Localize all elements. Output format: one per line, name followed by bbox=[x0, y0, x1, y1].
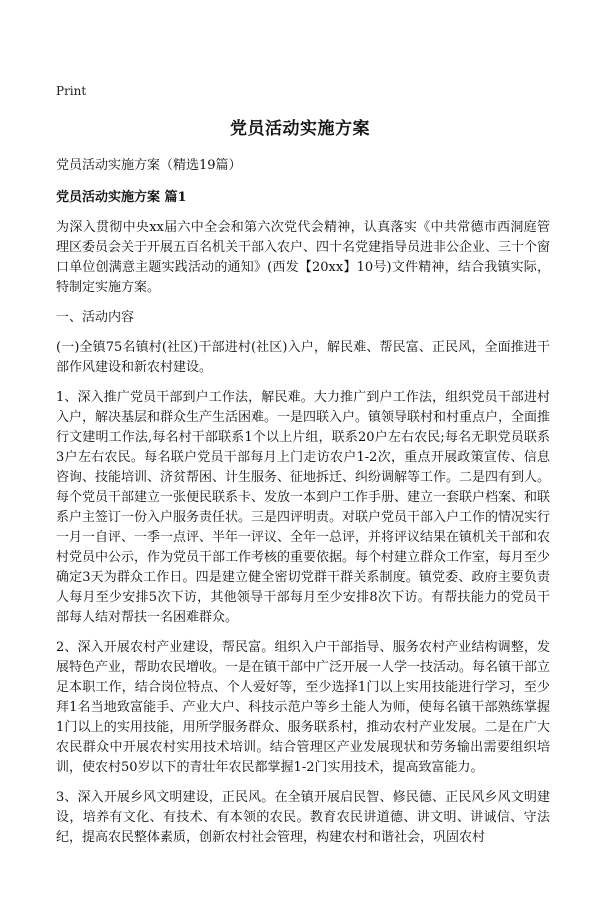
print-link[interactable]: Print bbox=[56, 84, 87, 98]
document-subtitle: 党员活动实施方案（精选19篇） bbox=[56, 158, 242, 173]
paragraph-intro: 为深入贯彻中央xx届六中全会和第六次党代会精神，认真落实《中共常德市西洞庭管理区委员会关于开展五百名机关干部入农户、四十名党建指导员进非公企业、三十个窗口单位创满意主题实践活动的通知》(西发【20xx】10号)文件精神，结合我镇实际，特制定实施方案。 bbox=[56, 220, 551, 295]
paragraph-item-1-3: 3、深入开展乡风文明建设，正民风。在全镇开展启民智、修民德、正民风乡风文明建设，培养有文化、有技术、有本领的农民。教育农民讲道德、讲文明、讲诚信、守法纪，提高农民整体素质，创新农村社会管理，构建农村和谐社会，巩固农村 bbox=[56, 790, 550, 845]
document-title: 党员活动实施方案 bbox=[230, 119, 370, 139]
section-heading: 党员活动实施方案 篇1 bbox=[56, 190, 187, 205]
paragraph-item-1: (一)全镇75名镇村(社区)干部进村(社区)入户，解民难、帮民富、正民风，全面推进干部作风建设和新农村建设。 bbox=[56, 340, 550, 375]
paragraph-item-1-1: 1、深入推广党员干部到户工作法，解民难。大力推广到户工作法，组织党员干部进村入户，解决基层和群众生产生活困难。一是四联入户。镇领导联村和村重点户，全面推行文建明工作法,每名村干部联系1个以上片组，联系20户左右农民;每名无职党员联系3户左右农民。每名联户党员干部每月上门走访农户1-2次，重点开展政策宣传、信息咨询、技能培训、济贫帮困、计生服务、征地拆迁、纠纷调解等工作。二是四有到人。每个党员干部建立一张便民联系卡、发放一本到户工作手册、建立一套联户档案、和联系户主签订一份入户服务责任状。三是四评明责。对联户党员干部入户工作的情况实行一月一自评、一季一点评、半年一评议、全年一总评，并将评议结果在镇机关干部和农村党员中公示，作为党员干部工作考核的重要依据。每个村建立群众工作室，每月至少确定3天为群众工作日。四是建立健全密切党群干群关系制度。镇党委、政府主要负责人每月至少安排5次下访，其他领导干部每月至少安排8次下访。有帮扶能力的党员干部每人结对帮扶一名困难群众。 bbox=[56, 390, 551, 625]
paragraph-item-1-2: 2、深入开展农村产业建设，帮民富。组织入户干部指导、服务农村产业结构调整，发展特色产业，帮助农民增收。一是在镇干部中广泛开展一人学一技活动。每名镇干部立足本职工作，结合岗位特点、个人爱好等，至少选择1门以上实用技能进行学习，至少拜1名当地致富能手、产业大户、科技示范户等乡土能人为师，使每名镇干部熟练掌握1门以上的实用技能，用所学服务群众、服务联系村，推动农村产业发展。二是在广大农民群众中开展农村实用技术培训。结合管理区产业发展现状和劳务输出需要组织培训，使农村50岁以下的青壮年农民都掌握1-2门实用技术，提高致富能力。 bbox=[56, 640, 551, 775]
document-body bbox=[56, 156, 550, 858]
paragraph-heading-activity: 一、活动内容 bbox=[56, 310, 135, 325]
